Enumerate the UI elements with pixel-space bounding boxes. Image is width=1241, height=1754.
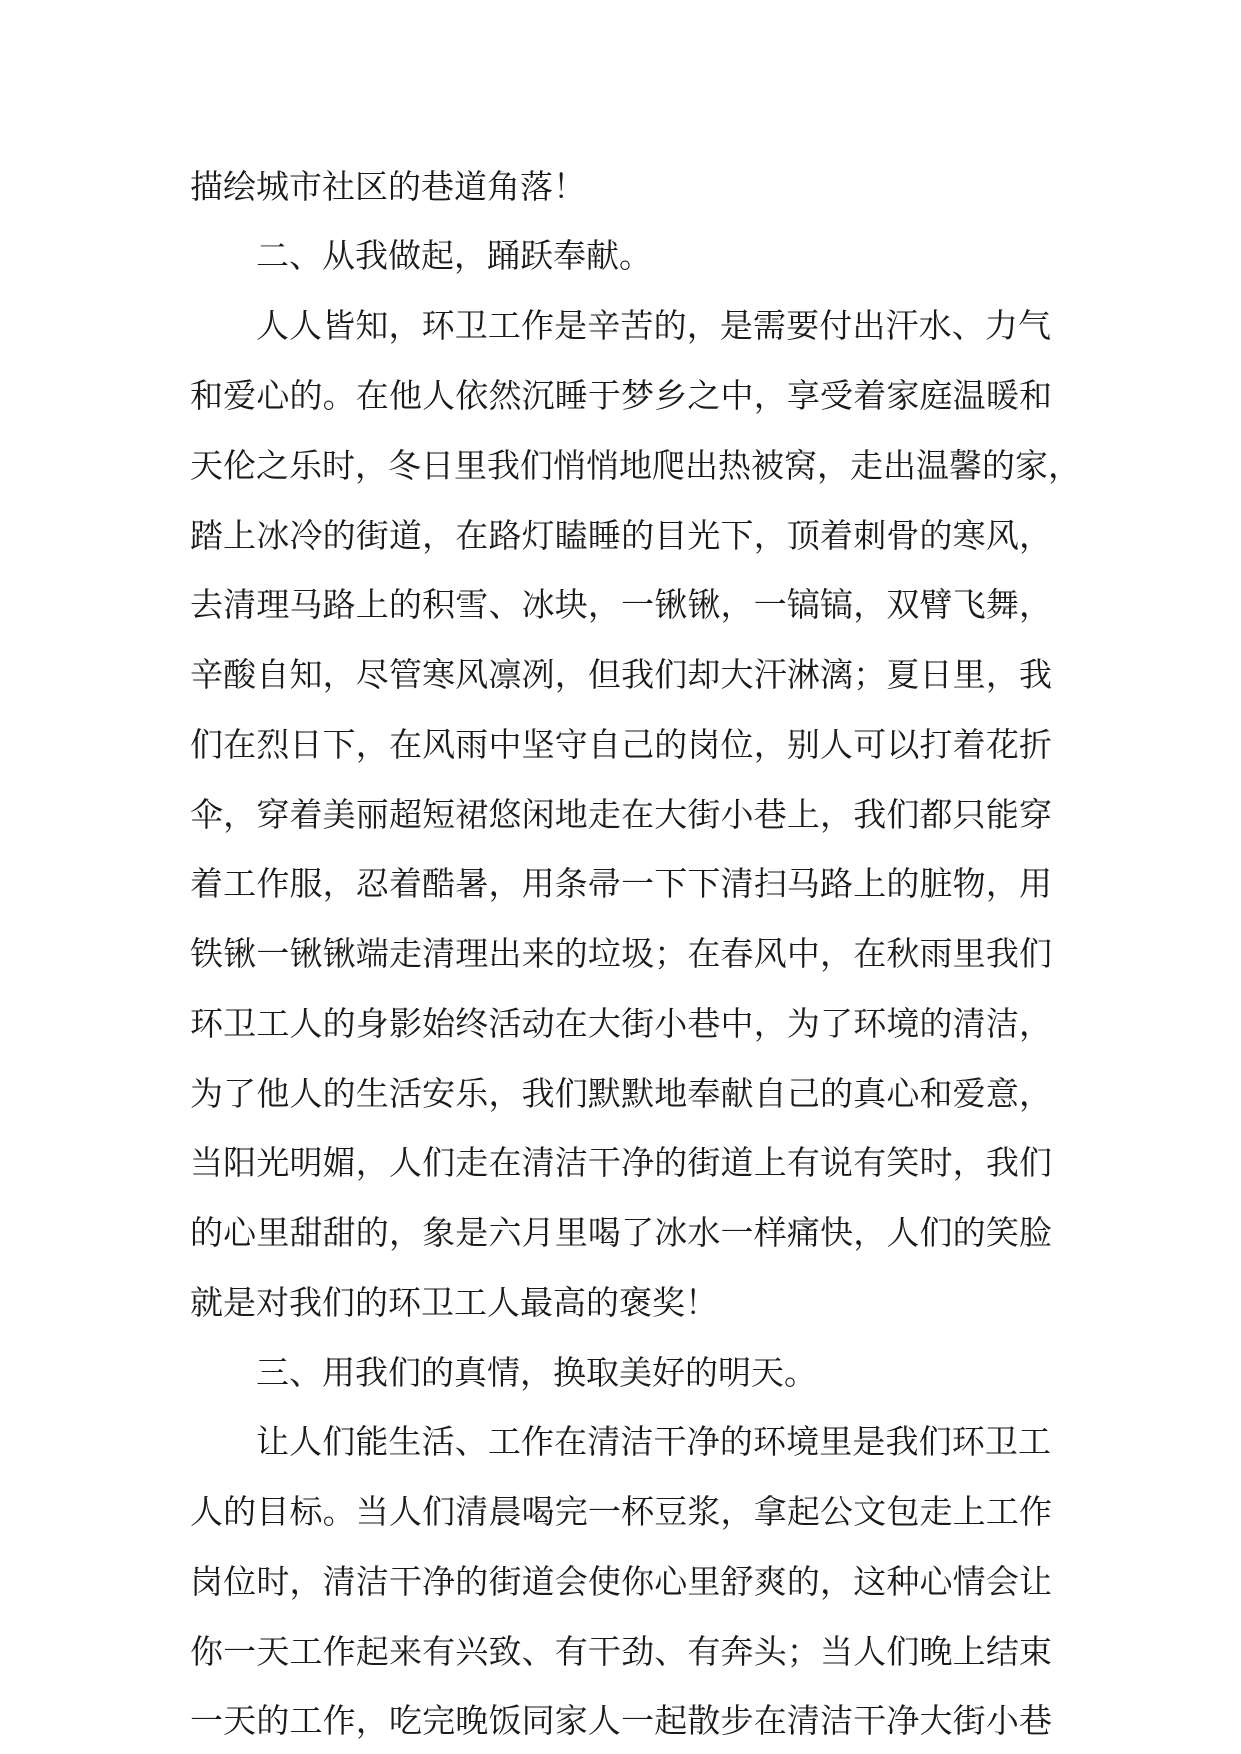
text-line: 去清理马路上的积雪、冰块，一锹锹，一镐镐，双臂飞舞， [190, 585, 1052, 624]
text-line: 和爱心的。在他人依然沉睡于梦乡之中，享受着家庭温暖和 [190, 376, 1052, 415]
text-line: 描绘城市社区的巷道角落！ [190, 167, 586, 206]
text-line: 踏上冰冷的街道，在路灯瞌睡的目光下，顶着刺骨的寒风， [190, 516, 1052, 555]
text-line: 天伦之乐时，冬日里我们悄悄地爬出热被窝，走出温馨的家， [190, 446, 1081, 485]
text-line: 铁锹一锹锹端走清理出来的垃圾；在春风中，在秋雨里我们 [190, 934, 1052, 973]
text-line: 环卫工人的身影始终活动在大街小巷中，为了环境的清洁， [190, 1004, 1052, 1043]
text-line: 着工作服，忍着酷暑，用条帚一下下清扫马路上的脏物，用 [190, 864, 1052, 903]
text-line: 一天的工作，吃完晚饭同家人一起散步在清洁干净大街小巷 [190, 1701, 1052, 1740]
text-line: 人人皆知，环卫工作是辛苦的，是需要付出汗水、力气 [256, 306, 1051, 345]
section-heading: 三、用我们的真情，换取美好的明天。 [256, 1353, 817, 1392]
text-line: 辛酸自知，尽管寒风凛冽，但我们却大汗淋漓；夏日里，我 [190, 655, 1052, 694]
text-line: 伞，穿着美丽超短裙悠闲地走在大街小巷上，我们都只能穿 [190, 795, 1052, 834]
text-line: 的心里甜甜的，象是六月里喝了冰水一样痛快，人们的笑脸 [190, 1213, 1052, 1252]
section-heading: 二、从我做起，踊跃奉献。 [256, 236, 652, 275]
text-line: 你一天工作起来有兴致、有干劲、有奔头；当人们晚上结束 [190, 1632, 1052, 1671]
text-line: 当阳光明媚，人们走在清洁干净的街道上有说有笑时，我们 [190, 1143, 1052, 1182]
text-line: 让人们能生活、工作在清洁干净的环境里是我们环卫工 [256, 1422, 1051, 1461]
text-line: 为了他人的生活安乐，我们默默地奉献自己的真心和爱意， [190, 1074, 1052, 1113]
text-line: 就是对我们的环卫工人最高的褒奖！ [190, 1283, 718, 1322]
text-line: 人的目标。当人们清晨喝完一杯豆浆，拿起公文包走上工作 [190, 1492, 1052, 1531]
text-line: 岗位时，清洁干净的街道会使你心里舒爽的，这种心情会让 [190, 1562, 1052, 1601]
text-line: 们在烈日下，在风雨中坚守自己的岗位，别人可以打着花折 [190, 725, 1052, 764]
